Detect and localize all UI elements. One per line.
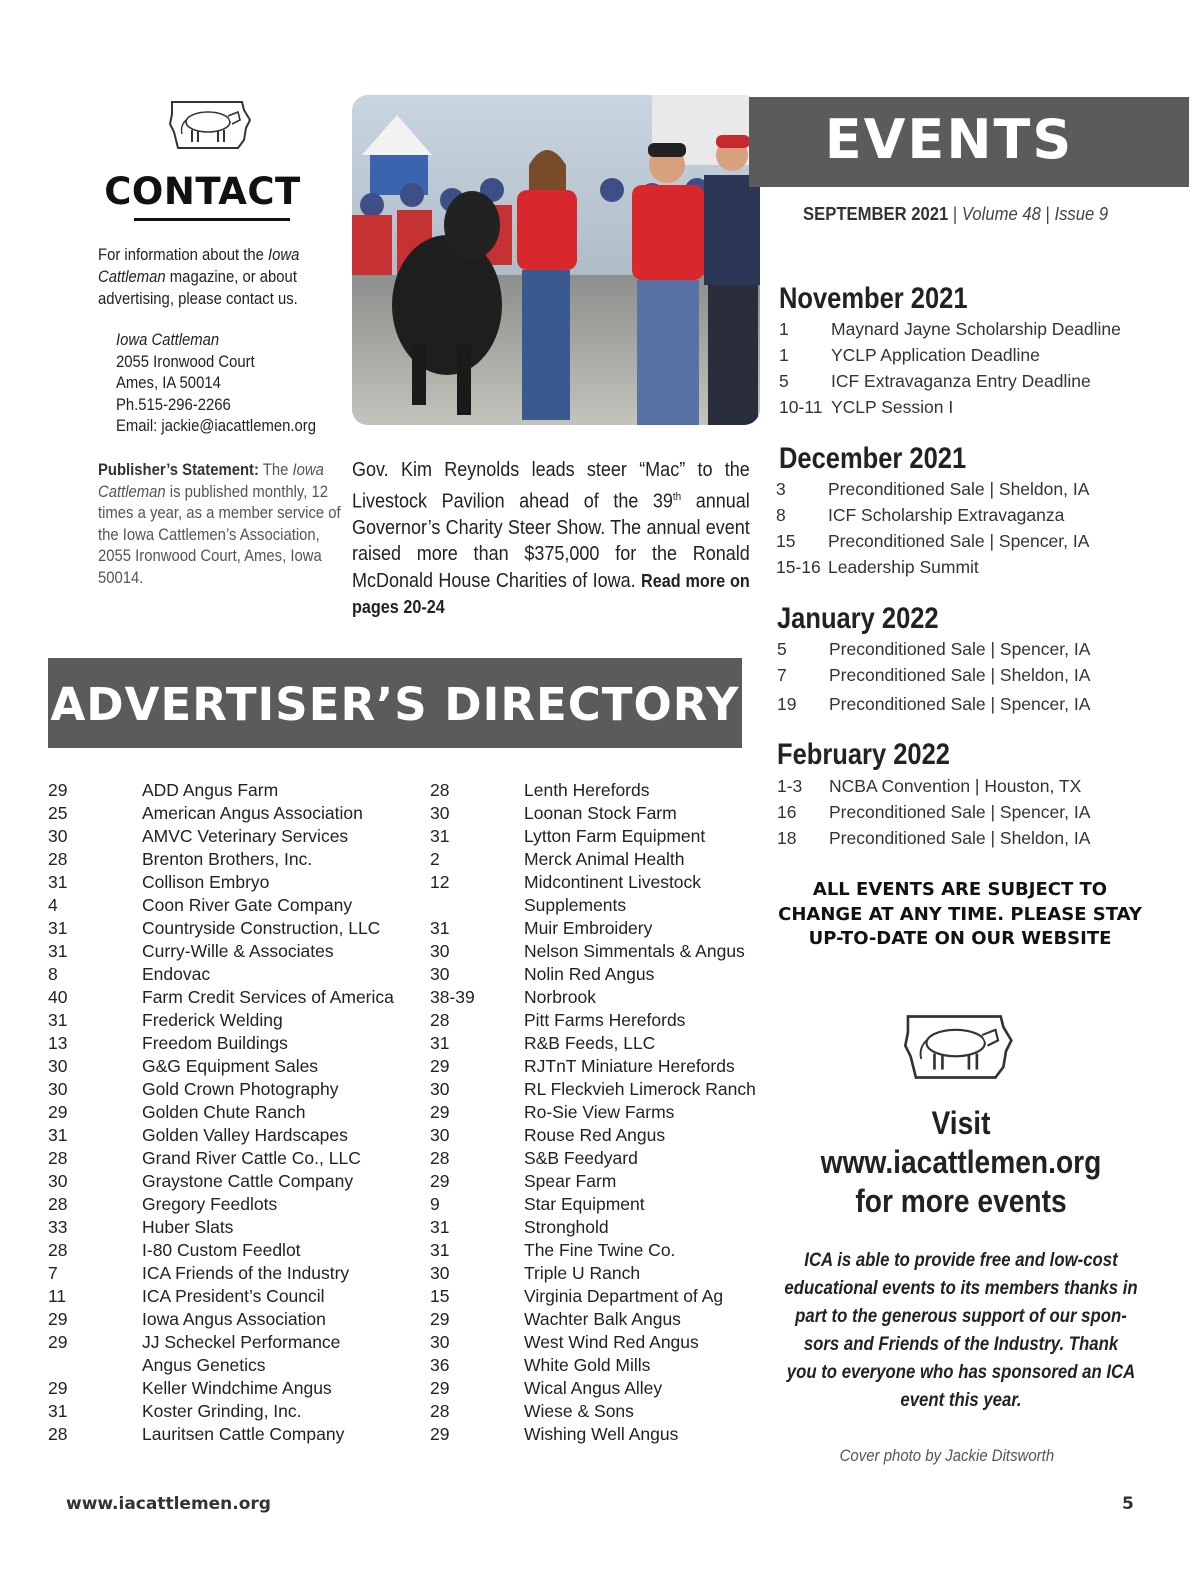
event-text: Preconditioned Sale | Sheldon, IA	[829, 665, 1091, 685]
directory-page-number: 29	[430, 1102, 450, 1122]
directory-page-number: 15	[430, 1286, 450, 1306]
directory-row	[430, 1331, 756, 1354]
event-item	[777, 662, 1090, 688]
contact-intro-magazine: Iowa Cattleman	[98, 246, 300, 286]
event-text: Leadership Summit	[828, 557, 979, 577]
event-text: YCLP Session I	[831, 397, 954, 417]
directory-row	[48, 1262, 394, 1285]
directory-advertiser-name: S&B Feedyard	[524, 1148, 638, 1168]
directory-page-number: 30	[430, 1125, 450, 1145]
event-date: 3	[776, 479, 786, 499]
directory-page-number: 29	[48, 1309, 68, 1329]
directory-page-number: 31	[430, 1240, 450, 1260]
directory-row	[48, 1308, 394, 1331]
directory-advertiser-name: American Angus Association	[142, 803, 363, 823]
issue-separator: |	[1040, 203, 1055, 224]
event-date: 1	[779, 319, 789, 339]
issue-month: SEPTEMBER 2021	[803, 203, 949, 224]
thanks-line: ICA is able to provide free and low-cost	[804, 1249, 1118, 1271]
directory-advertiser-name: Gregory Feedlots	[142, 1194, 278, 1214]
directory-advertiser-name: Endovac	[142, 964, 211, 984]
directory-row	[48, 986, 394, 1009]
directory-page-number: 31	[48, 918, 68, 938]
directory-advertiser-name: Nolin Red Angus	[524, 964, 655, 984]
directory-row	[430, 1124, 756, 1147]
directory-row	[48, 1377, 394, 1400]
thanks-line: educational events to its members thanks in	[784, 1277, 1138, 1299]
event-item	[777, 799, 1090, 825]
event-item	[777, 636, 1090, 662]
event-item	[776, 554, 1089, 580]
directory-row	[430, 779, 756, 802]
directory-page-number: 31	[430, 1217, 450, 1237]
directory-page-number: 36	[430, 1355, 450, 1375]
address-phone: Ph.515-296-2266	[116, 395, 231, 414]
directory-advertiser-name: Golden Valley Hardscapes	[142, 1125, 348, 1145]
month-january-2022: January 2022	[777, 602, 939, 635]
directory-advertiser-name: Rouse Red Angus	[524, 1125, 666, 1145]
directory-page-number: 29	[48, 1102, 68, 1122]
directory-page-number: 28	[48, 1148, 68, 1168]
directory-page-number: 29	[430, 1309, 450, 1329]
event-text: ICF Extravaganza Entry Deadline	[831, 371, 1091, 391]
directory-row	[48, 1354, 394, 1377]
directory-advertiser-name: ICA Friends of the Industry	[142, 1263, 350, 1283]
directory-page-number: 30	[430, 941, 450, 961]
directory-page-number: 9	[430, 1194, 440, 1214]
directory-page-number: 38-39	[430, 987, 475, 1007]
directory-row	[48, 1078, 394, 1101]
directory-row	[48, 825, 394, 848]
event-date: 1-3	[777, 776, 803, 796]
directory-row	[48, 1423, 394, 1446]
publisher-statement	[98, 460, 346, 589]
directory-advertiser-name: JJ Scheckel Performance	[142, 1332, 341, 1352]
directory-row	[48, 1216, 394, 1239]
directory-advertiser-name: I-80 Custom Feedlot	[142, 1240, 301, 1260]
contact-underline	[134, 218, 290, 221]
directory-row	[48, 1009, 394, 1032]
event-date: 15	[776, 531, 796, 551]
directory-page-number: 29	[430, 1056, 450, 1076]
directory-advertiser-name: Wical Angus Alley	[524, 1378, 663, 1398]
directory-page-number: 28	[48, 849, 68, 869]
directory-row	[48, 779, 394, 802]
directory-row	[430, 963, 756, 986]
directory-row	[430, 1308, 756, 1331]
directory-row	[430, 1147, 756, 1170]
directory-row	[430, 1239, 756, 1262]
directory-row	[430, 1193, 756, 1216]
directory-advertiser-name: Wachter Balk Angus	[524, 1309, 681, 1329]
directory-row	[430, 1216, 756, 1239]
directory-advertiser-name: Keller Windchime Angus	[142, 1378, 332, 1398]
directory-row	[48, 871, 394, 894]
address-name: Iowa Cattleman	[116, 331, 220, 349]
directory-advertiser-name: Brenton Brothers, Inc.	[142, 849, 313, 869]
event-date: 8	[776, 505, 786, 525]
caption-read-more: Read more on pages 20-24	[352, 570, 750, 618]
address-street: 2055 Ironwood Court	[116, 352, 255, 371]
thanks-line: part to the generous support of our spon-	[795, 1305, 1127, 1327]
directory-row	[48, 1285, 394, 1308]
address-email[interactable]: Email: jackie@iacattlemen.org	[116, 417, 316, 435]
contact-address	[116, 330, 316, 438]
directory-row	[430, 802, 756, 825]
directory-advertiser-name: Ro-Sie View Farms	[524, 1102, 675, 1122]
directory-row	[430, 986, 756, 1009]
directory-page-number: 31	[48, 1401, 68, 1421]
directory-row	[48, 917, 394, 940]
thanks-line: you to everyone who has sponsored an ICA	[786, 1361, 1136, 1383]
directory-row	[48, 963, 394, 986]
directory-advertiser-name: Merck Animal Health	[524, 849, 685, 869]
directory-page-number: 29	[48, 1332, 68, 1352]
event-date: 19	[777, 694, 797, 714]
caption-sup: th	[672, 490, 682, 503]
directory-page-number: 7	[48, 1263, 58, 1283]
directory-page-number: 33	[48, 1217, 68, 1237]
directory-row	[430, 871, 756, 894]
directory-advertiser-name: Supplements	[524, 895, 627, 915]
directory-page-number: 30	[430, 964, 450, 984]
directory-row	[48, 894, 394, 917]
event-text: YCLP Application Deadline	[831, 345, 1040, 365]
event-text: NCBA Convention | Houston, TX	[829, 776, 1082, 796]
directory-advertiser-name: Pitt Farms Herefords	[524, 1010, 686, 1030]
event-text: Preconditioned Sale | Sheldon, IA	[829, 828, 1091, 848]
directory-page-number: 31	[430, 826, 450, 846]
event-list-february	[777, 773, 1090, 851]
directory-advertiser-name: ADD Angus Farm	[142, 780, 279, 800]
directory-page-number: 29	[430, 1171, 450, 1191]
directory-advertiser-name: Muir Embroidery	[524, 918, 653, 938]
directory-page-number: 30	[430, 803, 450, 823]
directory-page-number: 2	[430, 849, 440, 869]
event-item	[776, 528, 1089, 554]
iowa-cattle-logo-icon	[900, 1008, 1014, 1086]
publisher-label: Publisher’s Statement:	[98, 461, 259, 479]
directory-page-number: 29	[48, 1378, 68, 1398]
event-date: 5	[777, 639, 787, 659]
directory-advertiser-name: White Gold Mills	[524, 1355, 651, 1375]
thanks-line: sors and Friends of the Industry. Thank	[803, 1333, 1119, 1355]
event-list-november	[779, 316, 1121, 420]
directory-row	[430, 1377, 756, 1400]
event-item	[777, 825, 1090, 851]
directory-page-number: 40	[48, 987, 68, 1007]
directory-page-number: 31	[48, 1010, 68, 1030]
directory-row	[430, 1400, 756, 1423]
directory-advertiser-name: Freedom Buildings	[142, 1033, 288, 1053]
event-date: 18	[777, 828, 797, 848]
event-date: 15-16	[776, 557, 821, 577]
directory-page-number: 30	[430, 1263, 450, 1283]
directory-advertiser-name: Frederick Welding	[142, 1010, 283, 1030]
directory-row	[430, 1423, 756, 1446]
cover-credit-text: Cover photo by Jackie Ditsworth	[839, 1446, 1055, 1465]
directory-advertiser-name: Star Equipment	[524, 1194, 645, 1214]
directory-page-number: 8	[48, 964, 58, 984]
directory-page-number: 25	[48, 803, 68, 823]
address-city: Ames, IA 50014	[116, 374, 221, 392]
directory-row	[430, 894, 756, 917]
footer-url[interactable]: www.iacattlemen.org	[66, 1494, 271, 1514]
directory-advertiser-name: Virginia Department of Ag	[524, 1286, 724, 1306]
event-text: Preconditioned Sale | Spencer, IA	[829, 694, 1091, 714]
directory-row	[48, 1193, 394, 1216]
directory-advertiser-name: Nelson Simmentals & Angus	[524, 941, 745, 961]
directory-advertiser-name: Midcontinent Livestock	[524, 872, 702, 892]
directory-page-number: 30	[48, 826, 68, 846]
directory-row	[48, 1400, 394, 1423]
directory-advertiser-name: Curry-Wille & Associates	[142, 941, 334, 961]
directory-advertiser-name: Golden Chute Ranch	[142, 1102, 306, 1122]
directory-advertiser-name: Farm Credit Services of America	[142, 987, 394, 1007]
directory-advertiser-name: Loonan Stock Farm	[524, 803, 677, 823]
directory-row	[430, 848, 756, 871]
directory-page-number: 31	[48, 1125, 68, 1145]
directory-row	[430, 917, 756, 940]
issue-separator: |	[948, 203, 962, 224]
event-date: 5	[779, 371, 789, 391]
directory-advertiser-name: Lytton Farm Equipment	[524, 826, 706, 846]
directory-heading: ADVERTISER’S DIRECTORY	[50, 678, 740, 731]
directory-page-number: 30	[430, 1079, 450, 1099]
directory-advertiser-name: Spear Farm	[524, 1171, 617, 1191]
directory-advertiser-name: Lenth Herefords	[524, 780, 650, 800]
event-item	[776, 476, 1089, 502]
directory-row	[430, 940, 756, 963]
visit-line: Visit	[931, 1105, 991, 1141]
directory-page-number: 31	[48, 872, 68, 892]
directory-row	[430, 1078, 756, 1101]
page-number: 5	[1122, 1494, 1134, 1514]
directory-page-number: 29	[48, 780, 68, 800]
directory-row	[430, 1055, 756, 1078]
directory-page-number: 28	[48, 1240, 68, 1260]
issue-number: Issue 9	[1054, 203, 1109, 224]
cover-photo-credit	[802, 1446, 1092, 1466]
directory-advertiser-name: ICA President’s Council	[142, 1286, 325, 1306]
month-december-2021: December 2021	[779, 442, 967, 475]
directory-advertiser-name: Lauritsen Cattle Company	[142, 1424, 345, 1444]
visit-url-link[interactable]: www.iacattlemen.org	[820, 1144, 1102, 1180]
publisher-text-end: is published monthly, 12 times a year, as a member service of the Iowa Cattlemen’s Association, 2055 Ironwood Court, Ames, Iowa 50014.	[98, 482, 341, 587]
month-november-2021: November 2021	[779, 282, 968, 315]
directory-page-number: 30	[48, 1079, 68, 1099]
contact-intro	[98, 244, 323, 310]
directory-row	[430, 1262, 756, 1285]
directory-page-number: 31	[430, 1033, 450, 1053]
event-item	[779, 316, 1121, 342]
directory-row	[48, 1124, 394, 1147]
directory-page-number: 31	[430, 918, 450, 938]
directory-page-number: 28	[430, 1010, 450, 1030]
issue-volume: Volume 48	[961, 203, 1041, 224]
directory-advertiser-name: AMVC Veterinary Services	[142, 826, 349, 846]
directory-row	[48, 848, 394, 871]
directory-row	[48, 940, 394, 963]
month-february-2022: February 2022	[777, 738, 950, 771]
directory-page-number: 28	[430, 780, 450, 800]
publisher-magazine: Iowa Cattleman	[98, 461, 324, 501]
contact-intro-text-end: magazine, or about advertising, please contact us.	[98, 268, 298, 308]
directory-advertiser-name: Wishing Well Angus	[524, 1424, 679, 1444]
directory-page-number: 30	[48, 1171, 68, 1191]
caption-text-end: annual Governor’s Charity Steer Show. The annual event raised more than $375,000 for the Ronald McDonald House Charities of Iowa.	[352, 490, 750, 592]
directory-page-number: 11	[48, 1286, 67, 1306]
directory-advertiser-name: Iowa Angus Association	[142, 1309, 326, 1329]
photo-caption	[352, 457, 750, 621]
event-item	[777, 691, 1090, 717]
event-text: Preconditioned Sale | Sheldon, IA	[828, 479, 1090, 499]
directory-row	[430, 1170, 756, 1193]
event-text: Preconditioned Sale | Spencer, IA	[829, 802, 1091, 822]
directory-page-number: 28	[430, 1148, 450, 1168]
directory-row	[48, 1239, 394, 1262]
directory-row	[430, 1285, 756, 1308]
directory-advertiser-name: Countryside Construction, LLC	[142, 918, 381, 938]
event-item	[776, 502, 1089, 528]
events-heading: EVENTS	[824, 108, 1074, 171]
visit-website	[790, 1104, 1132, 1221]
directory-advertiser-name: Norbrook	[524, 987, 596, 1007]
directory-row	[48, 1170, 394, 1193]
directory-page-number: 12	[430, 872, 450, 892]
directory-page-number: 30	[48, 1056, 68, 1076]
event-date: 16	[777, 802, 797, 822]
directory-row	[48, 1331, 394, 1354]
directory-row	[430, 825, 756, 848]
directory-advertiser-name: G&G Equipment Sales	[142, 1056, 319, 1076]
directory-advertiser-name: Stronghold	[524, 1217, 609, 1237]
event-list-january	[777, 636, 1090, 717]
directory-page-number: 28	[48, 1424, 68, 1444]
event-item	[777, 773, 1090, 799]
visit-line: for more events	[855, 1183, 1067, 1219]
event-text: Preconditioned Sale | Spencer, IA	[828, 531, 1090, 551]
sponsor-thanks	[780, 1246, 1142, 1414]
issue-info	[803, 203, 1108, 225]
iowa-cattle-logo-icon	[166, 96, 252, 154]
contact-intro-text: For information about the	[98, 246, 269, 264]
notice-line: UP-TO-DATE ON OUR WEBSITE	[808, 928, 1112, 949]
event-item	[779, 368, 1121, 394]
directory-page-number: 28	[430, 1401, 450, 1421]
event-date: 7	[777, 665, 787, 685]
directory-page-number: 13	[48, 1033, 68, 1053]
directory-column-1	[48, 779, 394, 1446]
directory-column-2	[430, 779, 756, 1446]
directory-page-number: 30	[430, 1332, 450, 1352]
directory-row	[430, 1009, 756, 1032]
directory-advertiser-name: Angus Genetics	[142, 1355, 266, 1375]
directory-row	[430, 1101, 756, 1124]
directory-row	[48, 802, 394, 825]
directory-page-number: 29	[430, 1378, 450, 1398]
directory-page-number: 31	[48, 941, 68, 961]
directory-advertiser-name: West Wind Red Angus	[524, 1332, 699, 1352]
directory-advertiser-name: Koster Grinding, Inc.	[142, 1401, 302, 1421]
directory-advertiser-name: The Fine Twine Co.	[524, 1240, 676, 1260]
directory-advertiser-name: Collison Embryo	[142, 872, 270, 892]
directory-advertiser-name: RJTnT Miniature Herefords	[524, 1056, 735, 1076]
directory-row	[430, 1354, 756, 1377]
directory-advertiser-name: RL Fleckvieh Limerock Ranch	[524, 1079, 756, 1099]
directory-advertiser-name: Huber Slats	[142, 1217, 234, 1237]
directory-page-number: 28	[48, 1194, 68, 1214]
directory-row	[48, 1101, 394, 1124]
directory-advertiser-name: Grand River Cattle Co., LLC	[142, 1148, 361, 1168]
directory-advertiser-name: Coon River Gate Company	[142, 895, 353, 915]
directory-advertiser-name: R&B Feeds, LLC	[524, 1033, 656, 1053]
directory-advertiser-name: Wiese & Sons	[524, 1401, 634, 1421]
directory-row	[48, 1032, 394, 1055]
event-date: 1	[779, 345, 789, 365]
contact-heading: CONTACT	[104, 170, 301, 213]
directory-advertiser-name: Gold Crown Photography	[142, 1079, 339, 1099]
event-date: 10-11	[779, 397, 823, 417]
event-text: ICF Scholarship Extravaganza	[828, 505, 1065, 525]
notice-line: CHANGE AT ANY TIME. PLEASE STAY	[778, 903, 1142, 925]
publisher-text: The	[258, 461, 293, 479]
caption-text: Gov. Kim Reynolds leads steer “Mac” to the Livestock Pavilion ahead of the 39	[352, 459, 750, 513]
event-item	[779, 394, 1121, 420]
directory-advertiser-name: Triple U Ranch	[524, 1263, 641, 1283]
event-text: Maynard Jayne Scholarship Deadline	[831, 319, 1121, 339]
events-notice	[778, 878, 1142, 952]
directory-row	[48, 1147, 394, 1170]
directory-advertiser-name: Graystone Cattle Company	[142, 1171, 354, 1191]
thanks-line: event this year.	[900, 1389, 1022, 1411]
event-item	[779, 342, 1121, 368]
notice-line: ALL EVENTS ARE SUBJECT TO	[812, 879, 1108, 900]
event-text: Preconditioned Sale | Spencer, IA	[829, 639, 1091, 659]
directory-page-number: 29	[430, 1424, 450, 1444]
cover-photo	[352, 95, 760, 425]
directory-row	[430, 1032, 756, 1055]
directory-row	[48, 1055, 394, 1078]
directory-page-number: 4	[48, 895, 58, 915]
event-list-december	[776, 476, 1089, 580]
